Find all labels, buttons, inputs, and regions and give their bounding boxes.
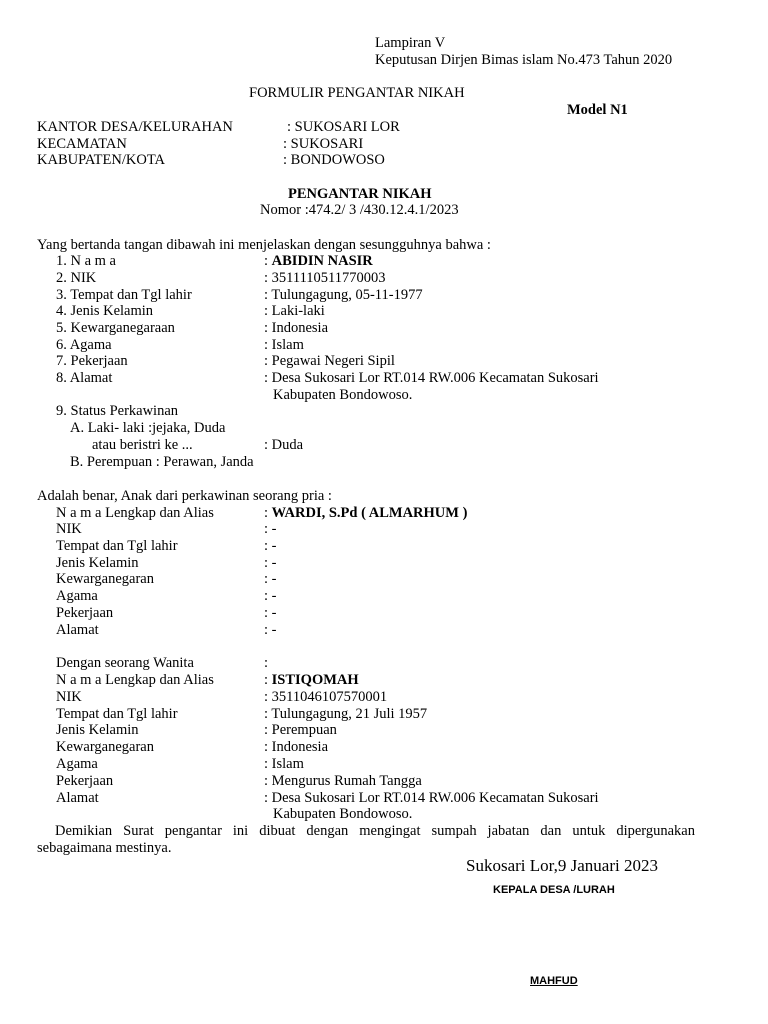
closing-statement-line1: Demikian Surat pengantar ini dibuat dengan mengingat sumpah jabatan dan untuk dipergunakan — [55, 823, 695, 839]
mother-intro-label: Dengan seorang Wanita — [56, 655, 194, 671]
signature-position: KEPALA DESA /LURAH — [493, 884, 615, 896]
father-nik-label: NIK — [56, 521, 82, 537]
subject-citizenship-label: 5. Kewarganegaraan — [56, 320, 175, 336]
mother-religion-label: Agama — [56, 756, 98, 772]
father-nik-value: : - — [264, 521, 277, 537]
subject-occupation-value: : Pegawai Negeri Sipil — [264, 353, 395, 369]
subject-status-option-b: B. Perempuan : Perawan, Janda — [70, 454, 254, 470]
subject-religion-value: : Islam — [264, 337, 304, 353]
father-gender-value: : - — [264, 555, 277, 571]
office-kantor-value: : SUKOSARI LOR — [287, 119, 400, 135]
office-kecamatan-label: KECAMATAN — [37, 136, 127, 152]
mother-citizenship-value: : Indonesia — [264, 739, 329, 755]
mother-name-text: ISTIQOMAH — [271, 672, 359, 688]
subject-occupation-label: 7. Pekerjaan — [56, 353, 128, 369]
father-gender-label: Jenis Kelamin — [56, 555, 139, 571]
mother-gender-value: : Perempuan — [264, 722, 337, 738]
father-address-label: Alamat — [56, 622, 99, 638]
mother-gender-label: Jenis Kelamin — [56, 722, 139, 738]
subject-gender-value: : Laki-laki — [264, 303, 325, 319]
office-kabupaten-value: : BONDOWOSO — [283, 152, 385, 168]
form-title: FORMULIR PENGANTAR NIKAH — [249, 85, 465, 101]
mother-occupation-label: Pekerjaan — [56, 773, 114, 789]
subject-name-colon: : — [264, 253, 272, 269]
mother-address-value: : Desa Sukosari Lor RT.014 RW.006 Kecamatan Sukosari — [264, 790, 599, 806]
signature-name: MAHFUD — [530, 975, 578, 987]
subject-citizenship-value: : Indonesia — [264, 320, 329, 336]
father-intro: Adalah benar, Anak dari perkawinan seorang pria : — [37, 488, 332, 504]
father-citizenship-value: : - — [264, 571, 277, 587]
father-citizenship-label: Kewarganegaran — [56, 571, 154, 587]
mother-intro-colon: : — [264, 655, 269, 671]
father-address-value: : - — [264, 622, 277, 638]
subject-nik-label: 2. NIK — [56, 270, 97, 286]
document-number: Nomor :474.2/ 3 /430.12.4.1/2023 — [260, 202, 459, 218]
subject-gender-label: 4. Jenis Kelamin — [56, 303, 154, 319]
subject-name-label: 1. N a m a — [56, 253, 116, 269]
father-name-value — [264, 505, 467, 522]
mother-citizenship-label: Kewarganegaran — [56, 739, 154, 755]
office-kecamatan-value: : SUKOSARI — [283, 136, 364, 152]
subject-birth-label: 3. Tempat dan Tgl lahir — [56, 287, 192, 303]
intro-text: Yang bertanda tangan dibawah ini menjelaskan dengan sesungguhnya bahwa : — [37, 237, 491, 253]
lampiran-label: Lampiran V — [375, 35, 446, 51]
subject-nik-value: : 3511110511770003 — [264, 270, 386, 286]
subject-status-option-a: A. Laki- laki :jejaka, Duda — [70, 420, 226, 436]
father-name-label: N a m a Lengkap dan Alias — [56, 505, 214, 521]
mother-nik-label: NIK — [56, 689, 82, 705]
mother-nik-value: : 3511046107570001 — [264, 689, 388, 705]
mother-name-value — [264, 672, 359, 689]
office-kantor-label: KANTOR DESA/KELURAHAN — [37, 119, 233, 135]
closing-statement-line2: sebagaimana mestinya. — [37, 840, 172, 856]
father-birth-label: Tempat dan Tgl lahir — [56, 538, 178, 554]
mother-address-label: Alamat — [56, 790, 99, 806]
subject-status-value: : Duda — [264, 437, 304, 453]
father-occupation-value: : - — [264, 605, 277, 621]
subject-status-label: 9. Status Perkawinan — [56, 403, 179, 419]
mother-name-label: N a m a Lengkap dan Alias — [56, 672, 214, 688]
mother-birth-label: Tempat dan Tgl lahir — [56, 706, 178, 722]
father-religion-value: : - — [264, 588, 277, 604]
father-occupation-label: Pekerjaan — [56, 605, 114, 621]
mother-occupation-value: : Mengurus Rumah Tangga — [264, 773, 422, 789]
mother-religion-value: : Islam — [264, 756, 304, 772]
office-kabupaten-label: KABUPATEN/KOTA — [37, 152, 166, 168]
subject-birth-value: : Tulungagung, 05-11-1977 — [264, 287, 423, 303]
subject-name-value — [264, 253, 373, 270]
mother-birth-value: : Tulungagung, 21 Juli 1957 — [264, 706, 428, 722]
father-religion-label: Agama — [56, 588, 98, 604]
subject-religion-label: 6. Agama — [56, 337, 112, 353]
subject-status-option-a2: atau beristri ke ... — [92, 437, 193, 453]
father-name-colon: : — [264, 505, 272, 521]
subject-name-text: ABIDIN NASIR — [271, 253, 373, 269]
father-birth-value: : - — [264, 538, 277, 554]
subject-address-value: : Desa Sukosari Lor RT.014 RW.006 Kecamatan Sukosari — [264, 370, 599, 386]
subject-address-label: 8. Alamat — [56, 370, 113, 386]
father-name-text: WARDI, S.Pd ( ALMARHUM ) — [271, 505, 468, 521]
keputusan-label: Keputusan Dirjen Bimas islam No.473 Tahun 2020 — [375, 52, 673, 68]
signature-place-date: Sukosari Lor,9 Januari 2023 — [466, 856, 658, 875]
subject-address-line2: Kabupaten Bondowoso. — [273, 387, 413, 403]
mother-address-line2: Kabupaten Bondowoso. — [273, 806, 413, 822]
model-label: Model N1 — [567, 102, 628, 118]
document-heading: PENGANTAR NIKAH — [288, 186, 432, 202]
mother-name-colon: : — [264, 672, 272, 688]
